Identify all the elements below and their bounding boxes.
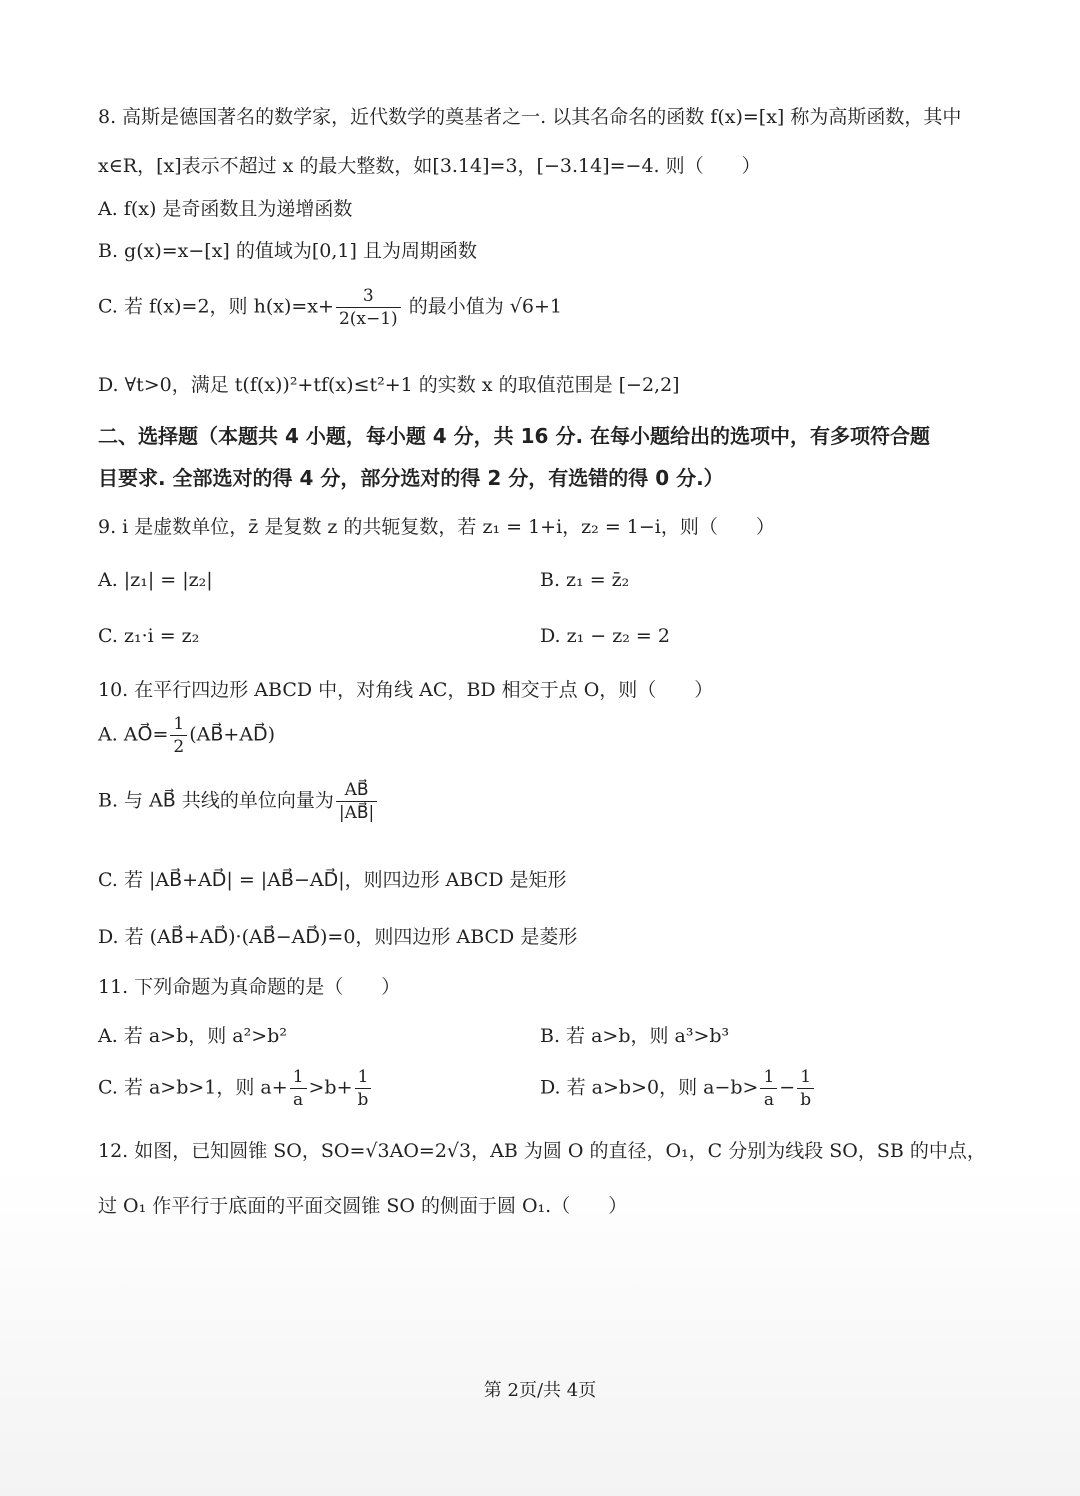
q9-option-c: C. z₁·i = z₂ xyxy=(98,625,200,647)
q10-option-b-denominator: |AB⃗| xyxy=(338,803,375,823)
q11-option-c-fraction-2-denominator: b xyxy=(357,1090,369,1110)
q11-option-c-mid: >b+ xyxy=(308,1076,353,1099)
section2-heading-line2: 目要求. 全部选对的得 4 分，部分选对的得 2 分，有选错的得 0 分.） xyxy=(98,466,724,490)
q11-option-d xyxy=(540,1066,816,1111)
q10-option-b xyxy=(98,779,379,824)
q11-option-c-fraction-1-denominator: a xyxy=(293,1090,304,1110)
q10-option-b-numerator: AB⃗ xyxy=(336,779,377,802)
q8-option-c-pre: C. 若 f(x)=2，则 h(x)=x+ xyxy=(98,295,334,318)
q8-stem-line2: x∈R，[x]表示不超过 x 的最大整数，如[3.14]=3，[−3.14]=−4. 则（ ） xyxy=(98,155,761,177)
q11-option-c-pre: C. 若 a>b>1，则 a+ xyxy=(98,1076,288,1099)
q9-stem: 9. i 是虚数单位，z̄ 是复数 z 的共轭复数，若 z₁ = 1+i，z₂ = 1−i，则（ ） xyxy=(98,516,775,538)
q9-option-d: D. z₁ − z₂ = 2 xyxy=(540,625,670,647)
section2-heading-line1: 二、选择题（本题共 4 小题，每小题 4 分，共 16 分. 在每小题给出的选项中，有多项符合题 xyxy=(98,424,931,448)
q8-option-b: B. g(x)=x−[x] 的值域为[0,1] 且为周期函数 xyxy=(98,240,477,262)
q10-stem: 10. 在平行四边形 ABCD 中，对角线 AC，BD 相交于点 O，则（ ） xyxy=(98,679,714,701)
q11-option-d-fraction-1-numerator: 1 xyxy=(760,1066,777,1089)
q11-option-d-fraction-2-denominator: b xyxy=(800,1090,812,1110)
q8-option-c-fraction xyxy=(336,285,401,330)
q11-option-d-mid: − xyxy=(779,1076,796,1099)
q11-option-b: B. 若 a>b，则 a³>b³ xyxy=(540,1025,730,1047)
page-footer: 第 2页/共 4页 xyxy=(483,1380,597,1401)
q11-option-c-fraction-1 xyxy=(290,1066,307,1111)
q9-option-a: A. |z₁| = |z₂| xyxy=(98,569,213,591)
q11-option-c-fraction-2 xyxy=(355,1066,372,1111)
q11-option-a: A. 若 a>b，则 a²>b² xyxy=(98,1025,287,1047)
q10-option-a-fraction xyxy=(170,713,187,758)
q10-option-c: C. 若 |AB⃗+AD⃗| = |AB⃗−AD⃗|，则四边形 ABCD 是矩形 xyxy=(98,869,567,891)
q10-option-a xyxy=(98,713,275,758)
q11-option-d-fraction-2-numerator: 1 xyxy=(797,1066,814,1089)
q10-option-a-pre: A. AO⃗= xyxy=(98,723,169,746)
q9-option-b: B. z₁ = z̄₂ xyxy=(540,569,630,591)
q8-option-c-numerator: 3 xyxy=(336,285,401,308)
q11-option-d-pre: D. 若 a>b>0，则 a−b> xyxy=(540,1076,759,1099)
q11-stem: 11. 下列命题为真命题的是（ ） xyxy=(98,976,401,998)
q10-option-b-pre: B. 与 AB⃗ 共线的单位向量为 xyxy=(98,789,334,812)
q8-option-c-denominator: 2(x−1) xyxy=(338,309,398,329)
q12-stem-line1: 12. 如图，已知圆锥 SO，SO=√3AO=2√3，AB 为圆 O 的直径，O₁，C 分别为线段 SO，SB 的中点， xyxy=(98,1140,986,1162)
q8-stem-line1: 8. 高斯是德国著名的数学家，近代数学的奠基者之一. 以其名命名的函数 f(x)=[x] 称为高斯函数，其中 xyxy=(98,106,962,128)
q11-option-c-fraction-1-numerator: 1 xyxy=(290,1066,307,1089)
q11-option-d-fraction-2 xyxy=(797,1066,814,1111)
q11-option-d-fraction-1 xyxy=(760,1066,777,1111)
q11-option-c xyxy=(98,1066,373,1111)
q11-option-d-fraction-1-denominator: a xyxy=(763,1090,774,1110)
q8-option-d: D. ∀t>0，满足 t(f(x))²+tf(x)≤t²+1 的实数 x 的取值范围是 [−2,2] xyxy=(98,374,680,396)
q12-stem-line2: 过 O₁ 作平行于底面的平面交圆锥 SO 的侧面于圆 O₁.（ ） xyxy=(98,1195,628,1217)
q10-option-d: D. 若 (AB⃗+AD⃗)·(AB⃗−AD⃗)=0，则四边形 ABCD 是菱形 xyxy=(98,926,578,948)
q10-option-a-numerator: 1 xyxy=(170,713,187,736)
q10-option-a-denominator: 2 xyxy=(173,737,185,757)
q8-option-c xyxy=(98,285,562,330)
q10-option-a-post: (AB⃗+AD⃗) xyxy=(189,723,276,746)
q8-option-c-post: 的最小值为 √6+1 xyxy=(402,295,562,318)
q10-option-b-fraction xyxy=(336,779,377,824)
q11-option-c-fraction-2-numerator: 1 xyxy=(355,1066,372,1089)
q8-option-a: A. f(x) 是奇函数且为递增函数 xyxy=(98,198,353,220)
